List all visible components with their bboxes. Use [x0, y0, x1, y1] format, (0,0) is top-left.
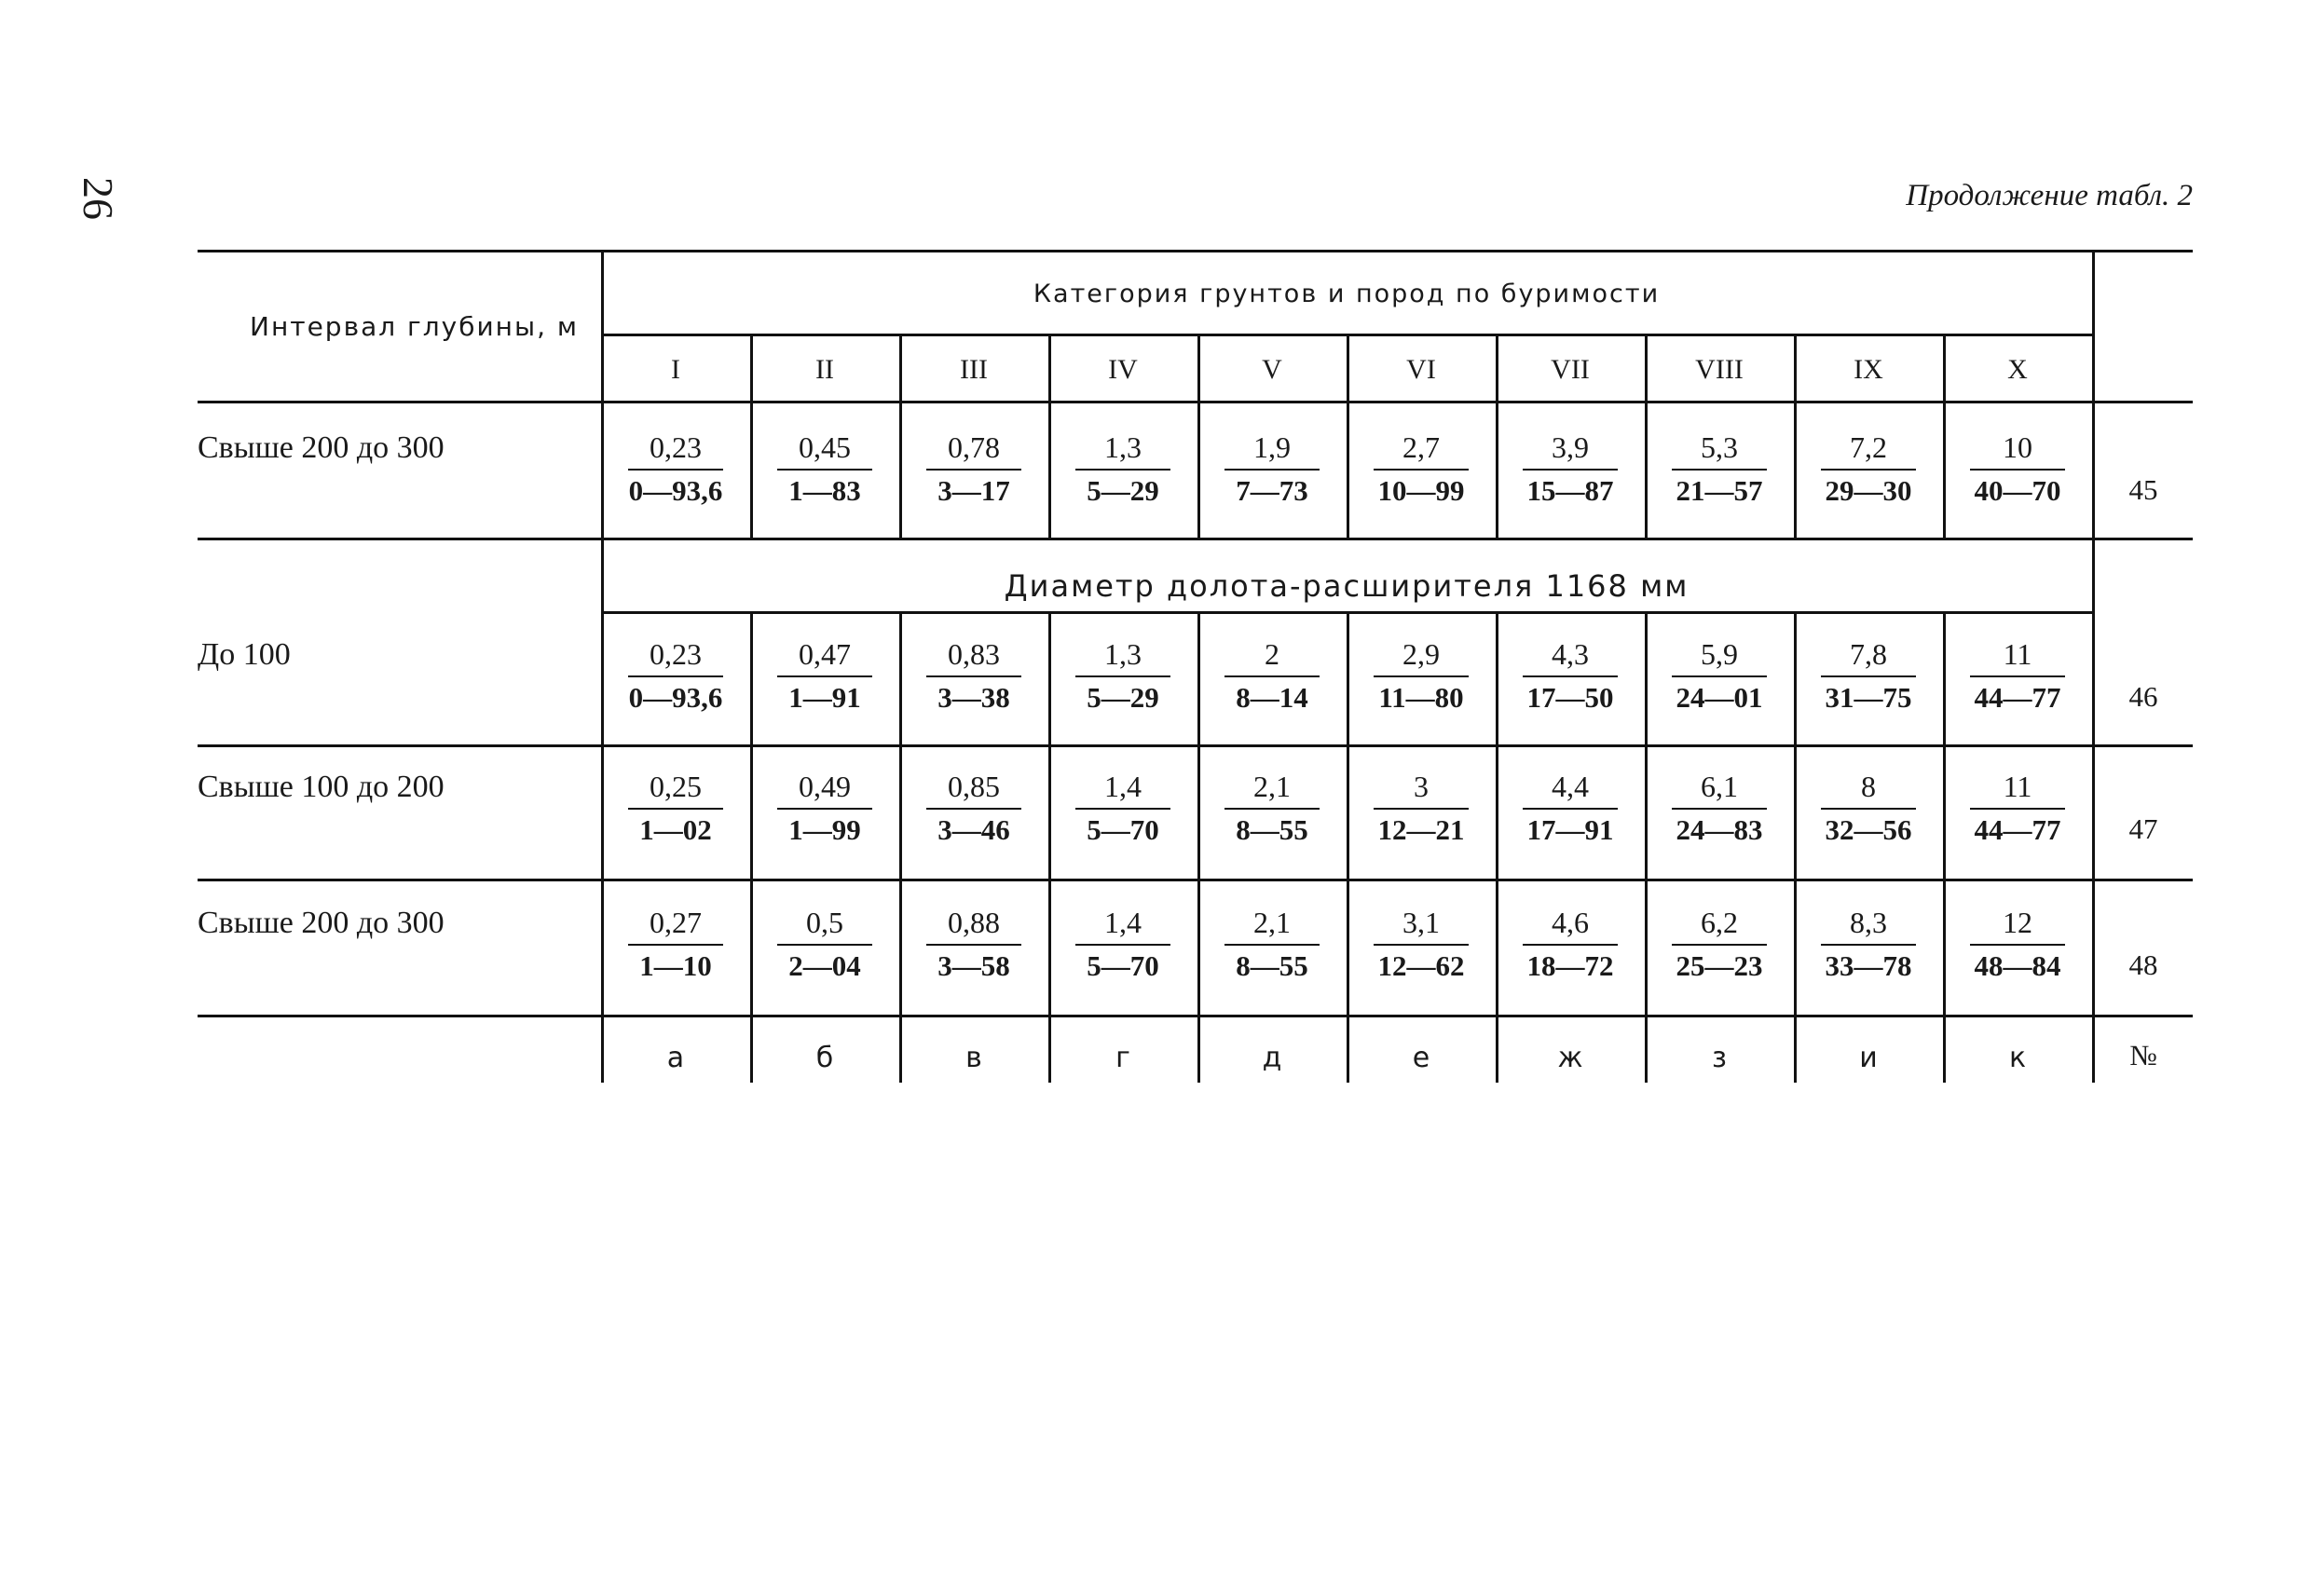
category-VI: VI — [1406, 354, 1436, 385]
cell-denominator: 0—93,6 — [628, 474, 723, 507]
fraction-cell — [1794, 430, 1943, 508]
continuation-caption: Продолжение табл. 2 — [1906, 179, 2193, 212]
fraction-cell — [1794, 906, 1943, 983]
cell-denominator: 7—73 — [1236, 474, 1308, 507]
fraction-cell — [1347, 430, 1496, 508]
cell-numerator: 0,49 — [777, 770, 872, 810]
cell-denominator: 29—30 — [1825, 474, 1912, 507]
column-letter-з: з — [1712, 1042, 1727, 1074]
cell-denominator: 5—29 — [1087, 681, 1159, 714]
fraction-cell — [899, 430, 1048, 508]
column-letter-б: б — [815, 1042, 834, 1074]
cell-numerator: 8,3 — [1821, 906, 1916, 946]
cell-denominator: 8—55 — [1236, 813, 1308, 846]
fraction-cell — [1496, 770, 1645, 847]
column-letter-е: е — [1412, 1042, 1430, 1074]
cell-denominator: 15—87 — [1526, 474, 1614, 507]
cell-denominator: 3—38 — [937, 681, 1010, 714]
cell-numerator: 0,85 — [926, 770, 1021, 810]
fraction-cell — [899, 637, 1048, 715]
cell-numerator: 6,2 — [1672, 906, 1767, 946]
right-frame-line — [2092, 538, 2095, 1015]
category-VIII: VIII — [1695, 354, 1744, 385]
cell-denominator: 1—91 — [788, 681, 861, 714]
cell-denominator: 5—29 — [1087, 474, 1159, 507]
column-letter-к: к — [2008, 1042, 2027, 1074]
fraction-cell — [1645, 770, 1794, 847]
row46-bottom-rule — [198, 744, 2193, 747]
cell-numerator: 11 — [1970, 637, 2065, 677]
cell-denominator: 11—80 — [1378, 681, 1464, 714]
fraction-cell — [1943, 770, 2092, 847]
fraction-cell — [1048, 637, 1197, 715]
fraction-cell — [1347, 637, 1496, 715]
fraction-cell — [1645, 430, 1794, 508]
column-letter-в: в — [965, 1042, 982, 1074]
cell-numerator: 0,25 — [628, 770, 723, 810]
cell-denominator: 48—84 — [1974, 949, 2061, 982]
fraction-cell — [1794, 770, 1943, 847]
category-X: X — [2007, 354, 2028, 385]
cell-denominator: 24—01 — [1676, 681, 1763, 714]
cell-numerator: 0,47 — [777, 637, 872, 677]
row-label: Свыше 200 до 300 — [198, 906, 445, 940]
fraction-cell — [601, 770, 750, 847]
cell-denominator: 31—75 — [1825, 681, 1912, 714]
fraction-cell — [601, 637, 750, 715]
cell-denominator: 25—23 — [1676, 949, 1763, 982]
cell-denominator: 10—99 — [1377, 474, 1465, 507]
row-label: Свыше 100 до 200 — [198, 770, 445, 804]
column-letter-ж: ж — [1557, 1042, 1583, 1074]
cell-numerator: 0,45 — [777, 430, 872, 471]
cell-numerator: 8 — [1821, 770, 1916, 810]
cell-denominator: 3—17 — [937, 474, 1010, 507]
section-title: Диаметр долота-расширителя 1168 мм — [1004, 568, 1690, 604]
number-column-label: № — [2129, 1039, 2157, 1071]
column-letter-д: д — [1262, 1042, 1282, 1074]
category-III: III — [960, 354, 988, 385]
cell-numerator: 7,8 — [1821, 637, 1916, 677]
cell-numerator: 0,78 — [926, 430, 1021, 471]
fraction-cell — [1496, 906, 1645, 983]
category-IV: IV — [1108, 354, 1138, 385]
column-letter-и: и — [1859, 1042, 1878, 1074]
category-I: I — [671, 354, 680, 385]
cell-denominator: 12—62 — [1377, 949, 1465, 982]
row48-bottom-rule — [198, 1015, 2193, 1017]
category-II: II — [815, 354, 834, 385]
column-letter-а: а — [666, 1042, 685, 1074]
fraction-cell — [899, 906, 1048, 983]
cell-numerator: 1,3 — [1075, 637, 1170, 677]
cell-denominator: 8—55 — [1236, 949, 1308, 982]
right-frame-line — [2092, 250, 2095, 538]
cell-numerator: 11 — [1970, 770, 2065, 810]
fraction-cell — [1496, 430, 1645, 508]
cell-denominator: 33—78 — [1825, 949, 1912, 982]
cell-denominator: 5—70 — [1087, 949, 1159, 982]
fraction-cell — [1048, 430, 1197, 508]
cell-numerator: 5,3 — [1672, 430, 1767, 471]
fraction-cell — [750, 430, 899, 508]
fraction-cell — [1645, 637, 1794, 715]
row-number: 47 — [2128, 812, 2158, 845]
cell-denominator: 12—21 — [1377, 813, 1465, 846]
fraction-cell — [1197, 637, 1347, 715]
fraction-cell — [1943, 906, 2092, 983]
fraction-cell — [601, 430, 750, 508]
cell-numerator: 3 — [1374, 770, 1469, 810]
cell-numerator: 4,3 — [1523, 637, 1618, 677]
cell-denominator: 1—10 — [639, 949, 712, 982]
cell-denominator: 44—77 — [1974, 681, 2061, 714]
cell-numerator: 7,2 — [1821, 430, 1916, 471]
page-number: 26 — [75, 177, 122, 220]
cell-denominator: 5—70 — [1087, 813, 1159, 846]
cell-denominator: 1—83 — [788, 474, 861, 507]
fraction-cell — [1794, 637, 1943, 715]
cell-numerator: 2 — [1224, 637, 1320, 677]
fraction-cell — [1645, 906, 1794, 983]
cell-denominator: 18—72 — [1526, 949, 1614, 982]
cell-numerator: 2,7 — [1374, 430, 1469, 471]
cell-numerator: 1,3 — [1075, 430, 1170, 471]
fraction-cell — [1197, 906, 1347, 983]
cell-denominator: 17—91 — [1526, 813, 1614, 846]
cell-numerator: 1,4 — [1075, 770, 1170, 810]
cell-numerator: 0,5 — [777, 906, 872, 946]
cell-numerator: 3,1 — [1374, 906, 1469, 946]
fraction-cell — [750, 906, 899, 983]
cell-numerator: 1,9 — [1224, 430, 1320, 471]
cell-numerator: 0,83 — [926, 637, 1021, 677]
cell-numerator: 12 — [1970, 906, 2065, 946]
fraction-cell — [750, 637, 899, 715]
row-number: 48 — [2128, 948, 2158, 981]
cell-denominator: 3—46 — [937, 813, 1010, 846]
cell-denominator: 32—56 — [1825, 813, 1912, 846]
column-letter-г: г — [1115, 1042, 1130, 1074]
cell-numerator: 2,1 — [1224, 770, 1320, 810]
footer-divider — [2092, 1015, 2095, 1083]
fraction-cell — [1943, 637, 2092, 715]
fraction-cell — [1197, 430, 1347, 508]
cell-numerator: 5,9 — [1672, 637, 1767, 677]
row45-bottom-rule — [198, 538, 2193, 540]
cell-numerator: 2,1 — [1224, 906, 1320, 946]
fraction-cell — [1048, 906, 1197, 983]
cell-numerator: 6,1 — [1672, 770, 1767, 810]
cell-denominator: 24—83 — [1676, 813, 1763, 846]
row47-bottom-rule — [198, 879, 2193, 881]
fraction-cell — [1347, 770, 1496, 847]
cell-numerator: 0,23 — [628, 637, 723, 677]
top-rule — [198, 250, 2193, 252]
row-number: 45 — [2128, 473, 2158, 506]
fraction-cell — [750, 770, 899, 847]
cell-numerator: 1,4 — [1075, 906, 1170, 946]
cell-denominator: 17—50 — [1526, 681, 1614, 714]
cell-numerator: 4,4 — [1523, 770, 1618, 810]
fraction-cell — [1943, 430, 2092, 508]
cell-denominator: 1—99 — [788, 813, 861, 846]
fraction-cell — [1347, 906, 1496, 983]
fraction-cell — [1496, 637, 1645, 715]
fraction-cell — [1197, 770, 1347, 847]
cell-numerator: 0,23 — [628, 430, 723, 471]
cell-numerator: 0,27 — [628, 906, 723, 946]
cell-denominator: 1—02 — [639, 813, 712, 846]
cell-numerator: 4,6 — [1523, 906, 1618, 946]
row-number: 46 — [2128, 680, 2158, 713]
category-title: Категория грунтов и пород по буримости — [1033, 280, 1661, 308]
row-label: До 100 — [198, 637, 291, 672]
category-IX: IX — [1854, 354, 1883, 385]
cell-numerator: 10 — [1970, 430, 2065, 471]
category-V: V — [1262, 354, 1282, 385]
cell-denominator: 40—70 — [1974, 474, 2061, 507]
cell-denominator: 44—77 — [1974, 813, 2061, 846]
cell-denominator: 21—57 — [1676, 474, 1763, 507]
fraction-cell — [899, 770, 1048, 847]
category-VII: VII — [1551, 354, 1590, 385]
cell-denominator: 2—04 — [788, 949, 861, 982]
fraction-cell — [1048, 770, 1197, 847]
header-bottom-rule — [198, 401, 2193, 403]
cell-numerator: 3,9 — [1523, 430, 1618, 471]
fraction-cell — [601, 906, 750, 983]
row-label: Свыше 200 до 300 — [198, 430, 445, 465]
cell-numerator: 2,9 — [1374, 637, 1469, 677]
cell-denominator: 3—58 — [937, 949, 1010, 982]
cell-denominator: 8—14 — [1236, 681, 1308, 714]
cell-denominator: 0—93,6 — [628, 681, 723, 714]
cell-numerator: 0,88 — [926, 906, 1021, 946]
interval-header: Интервал глубины, м — [250, 311, 579, 342]
